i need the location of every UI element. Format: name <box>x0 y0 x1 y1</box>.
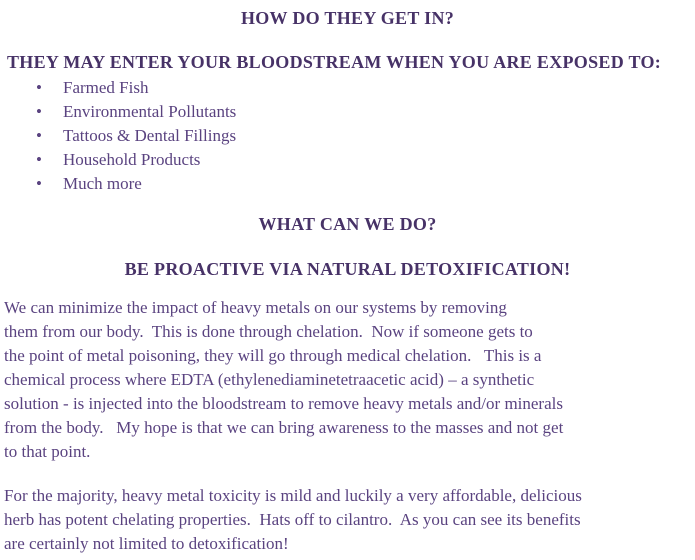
list-item <box>4 100 691 124</box>
list-item-label: Environmental Pollutants <box>63 102 237 121</box>
paragraph-line: them from our body. This is done through chelation. Now if someone gets to <box>4 322 533 341</box>
paragraph-line: herb has potent chelating properties. Hats off to cilantro. As you can see its benefits <box>4 510 581 529</box>
paragraph-cilantro <box>4 484 691 556</box>
list-item <box>4 148 691 172</box>
bullet-icon: • <box>36 150 42 169</box>
paragraph-line: chemical process where EDTA (ethylenediaminetetraacetic acid) – a synthetic <box>4 370 535 389</box>
paragraph-line: the point of metal poisoning, they will go through medical chelation. This is a <box>4 346 542 365</box>
bullet-icon: • <box>36 78 42 97</box>
heading-bloodstream-exposure: THEY MAY ENTER YOUR BLOODSTREAM WHEN YOU ARE EXPOSED TO: <box>7 52 662 72</box>
bullet-icon: • <box>36 102 42 121</box>
list-item-label: Household Products <box>63 150 201 169</box>
list-item-label: Tattoos & Dental Fillings <box>63 126 237 145</box>
list-item <box>4 124 691 148</box>
paragraph-line: from the body. My hope is that we can bring awareness to the masses and not get <box>4 418 564 437</box>
list-item-label: Farmed Fish <box>63 78 149 97</box>
paragraph-line: For the majority, heavy metal toxicity is mild and luckily a very affordable, delicious <box>4 486 582 505</box>
heading-what-can-we-do: WHAT CAN WE DO? <box>258 214 437 234</box>
paragraph-line: solution - is injected into the bloodstream to remove heavy metals and/or minerals <box>4 394 563 413</box>
bullet-icon: • <box>36 126 42 145</box>
paragraph-chelation <box>4 296 691 464</box>
paragraph-line: We can minimize the impact of heavy metals on our systems by removing <box>4 298 507 317</box>
bullet-icon: • <box>36 174 42 193</box>
heading-how-do-they-get-in: HOW DO THEY GET IN? <box>240 8 455 28</box>
list-item <box>4 76 691 100</box>
list-item-label: Much more <box>63 174 142 193</box>
paragraph-line: are certainly not limited to detoxification! <box>4 534 289 553</box>
heading-be-proactive: BE PROACTIVE VIA NATURAL DETOXIFICATION! <box>124 259 571 279</box>
paragraph-line: to that point. <box>4 442 91 461</box>
list-item <box>4 172 691 196</box>
exposure-list <box>4 76 691 196</box>
